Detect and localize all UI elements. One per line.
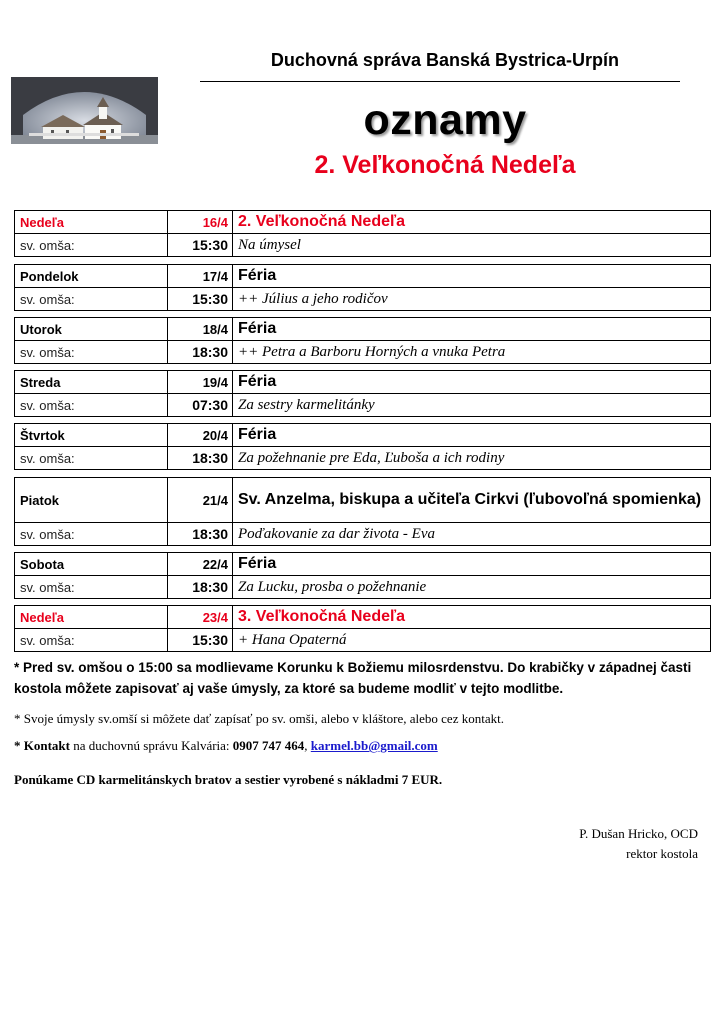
- day-block-thursday: [14, 423, 711, 470]
- mass-label: sv. omša:: [15, 523, 168, 545]
- mass-intention: ++ Petra a Barboru Horných a vnuka Petra: [238, 343, 506, 360]
- contact-separator: ,: [304, 738, 311, 753]
- day-block-sunday-16: [14, 210, 711, 257]
- feast-name: Sv. Anzelma, biskupa a učiteľa Cirkvi (ľubovoľná spomienka): [238, 491, 702, 508]
- mass-time: 15:30: [168, 288, 233, 310]
- day-date: 20/4: [168, 424, 233, 446]
- signature-name: P. Dušan Hricko, OCD: [579, 826, 698, 841]
- mass-time: 18:30: [168, 341, 233, 363]
- day-date: 22/4: [168, 553, 233, 575]
- mass-intention: Za Lucku, prosba o požehnanie: [238, 578, 427, 595]
- contact-note: [14, 738, 704, 754]
- mass-time: 18:30: [168, 447, 233, 469]
- mass-intention: Poďakovanie za dar života - Eva: [238, 525, 435, 542]
- day-name: Nedeľa: [15, 606, 168, 628]
- mass-time: 15:30: [168, 629, 233, 651]
- day-name: Sobota: [15, 553, 168, 575]
- contact-phone[interactable]: 0907 747 464: [232, 738, 305, 753]
- contact-text: na duchovnú správu Kalvária:: [69, 738, 233, 753]
- mass-time: 18:30: [168, 576, 233, 598]
- mass-intention: Na úmysel: [238, 236, 301, 253]
- contact-label: * Kontakt: [14, 738, 70, 753]
- signature: [579, 824, 698, 864]
- feast-name: Féria: [238, 267, 277, 284]
- header-divider: [200, 81, 680, 82]
- day-date: 23/4: [168, 606, 233, 628]
- day-date: 16/4: [168, 211, 233, 233]
- feast-name: Féria: [238, 373, 277, 390]
- day-block-wednesday: [14, 370, 711, 417]
- church-photo: [11, 77, 158, 144]
- mass-label: sv. omša:: [15, 288, 168, 310]
- day-block-monday: [14, 264, 711, 311]
- day-block-saturday: [14, 552, 711, 599]
- day-block-tuesday: [14, 317, 711, 364]
- feast-name: 3. Veľkonočná Nedeľa: [238, 608, 406, 625]
- page-subtitle: 2. Veľkonočná Nedeľa: [314, 151, 576, 179]
- day-name: Nedeľa: [15, 211, 168, 233]
- day-date: 17/4: [168, 265, 233, 287]
- mass-label: sv. omša:: [15, 629, 168, 651]
- cd-offer-note: Ponúkame CD karmelitánskych bratov a sestier vyrobené s nákladmi 7 EUR.: [14, 772, 443, 787]
- rosary-note: * Pred sv. omšou o 15:00 sa modlievame Korunku k Božiemu milosrdenstvu. Do krabičky v západnej časti kostola môžete zapisovať aj vaše úmysly, za ktoré sa budeme modliť v tejto modlitbe.: [14, 660, 692, 696]
- mass-time: 18:30: [168, 523, 233, 545]
- feast-name: Féria: [238, 555, 277, 572]
- signature-role: rektor kostola: [626, 846, 698, 861]
- contact-email-link[interactable]: karmel.bb@gmail.com: [310, 738, 438, 753]
- feast-name: Féria: [238, 426, 277, 443]
- mass-time: 07:30: [168, 394, 233, 416]
- day-block-sunday-23: [14, 605, 711, 652]
- day-name: Streda: [15, 371, 168, 393]
- mass-label: sv. omša:: [15, 234, 168, 256]
- day-date: 19/4: [168, 371, 233, 393]
- mass-intention: Za sestry karmelitánky: [238, 396, 375, 413]
- mass-label: sv. omša:: [15, 447, 168, 469]
- feast-name: 2. Veľkonočná Nedeľa: [238, 213, 406, 230]
- day-block-friday: [14, 477, 711, 546]
- feast-name: Féria: [238, 320, 277, 337]
- day-date: 18/4: [168, 318, 233, 340]
- organization-title: Duchovná správa Banská Bystrica-Urpín: [270, 50, 620, 70]
- mass-label: sv. omša:: [15, 394, 168, 416]
- mass-intention: Za požehnanie pre Eda, Ľuboša a ich rodiny: [238, 449, 505, 466]
- mass-label: sv. omša:: [15, 341, 168, 363]
- intentions-note: * Svoje úmysly sv.omší si môžete dať zapísať po sv. omši, alebo v kláštore, alebo cez kontakt.: [14, 711, 504, 726]
- mass-intention: + Hana Opaterná: [238, 631, 347, 648]
- mass-label: sv. omša:: [15, 576, 168, 598]
- day-name: Štvrtok: [15, 424, 168, 446]
- mass-time: 15:30: [168, 234, 233, 256]
- page-title: oznamy: [363, 96, 527, 144]
- day-name: Utorok: [15, 318, 168, 340]
- day-date: 21/4: [168, 478, 233, 522]
- day-name: Pondelok: [15, 265, 168, 287]
- mass-intention: ++ Július a jeho rodičov: [238, 290, 388, 307]
- day-name: Piatok: [15, 478, 168, 522]
